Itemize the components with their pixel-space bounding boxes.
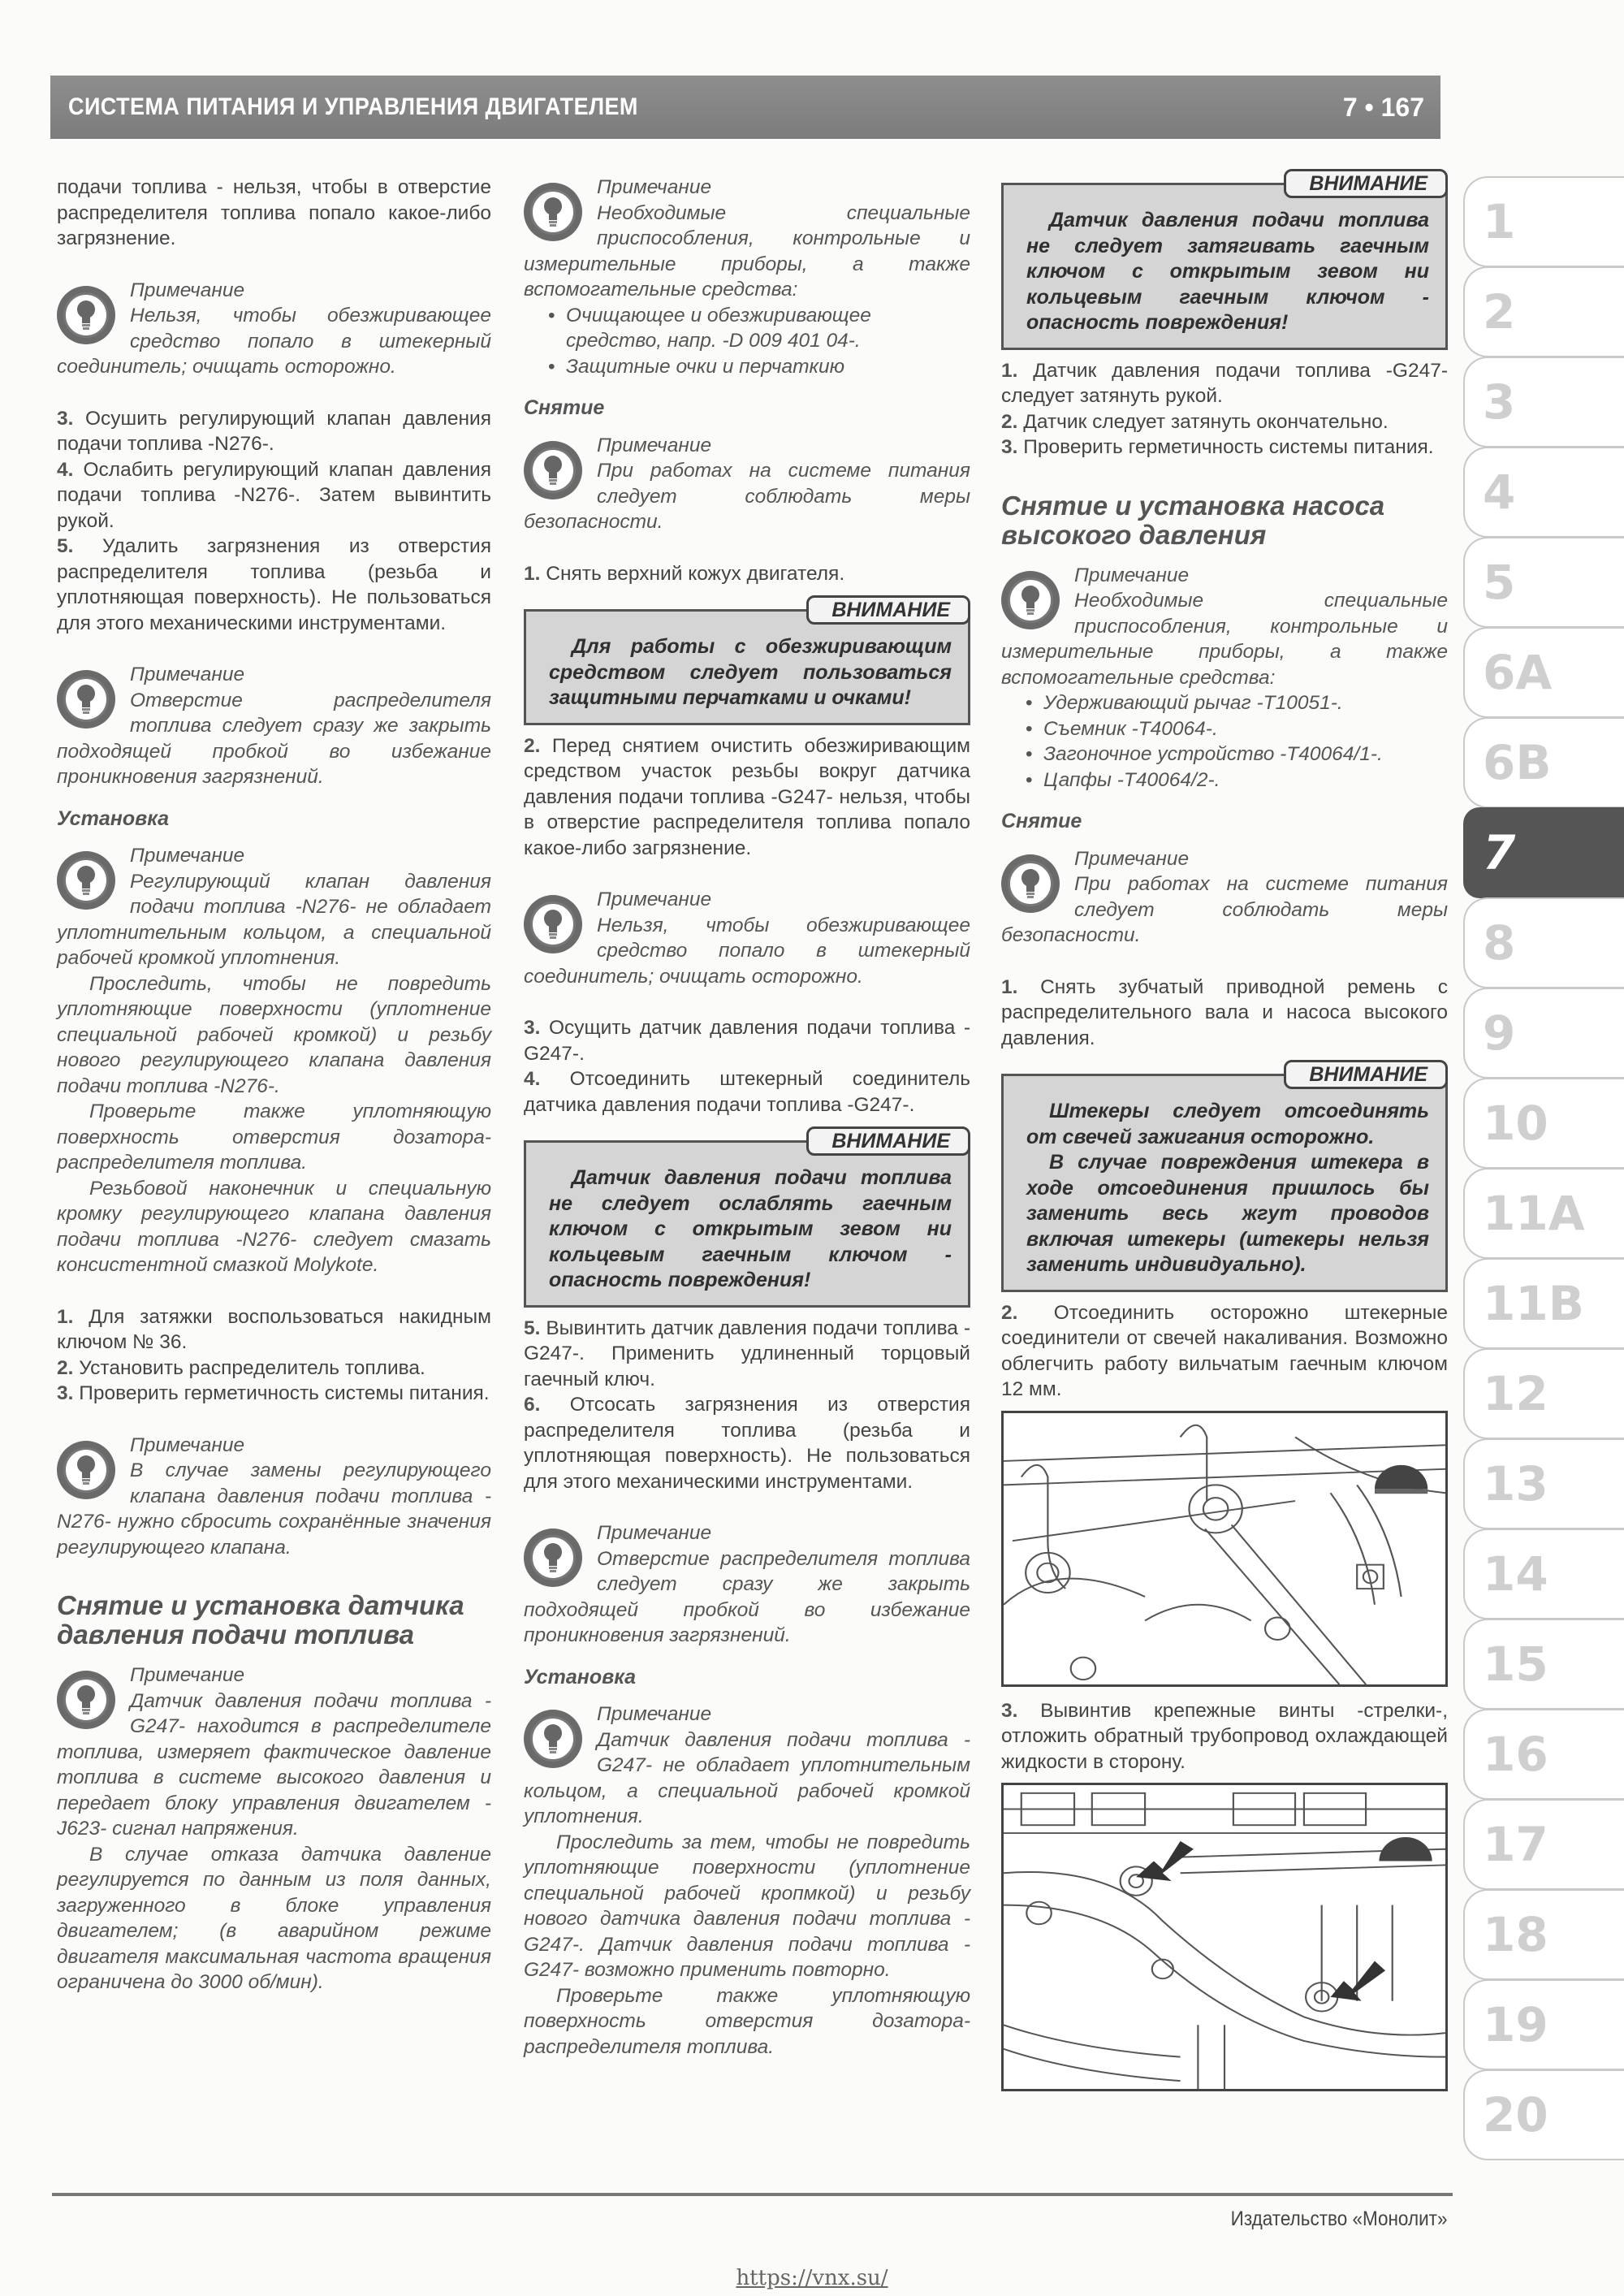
section-title: Снятие и установка насоса высокого давления xyxy=(1001,490,1385,550)
note-label: Примечание xyxy=(130,1433,245,1456)
list-item: • Удерживающий рычаг -Т10051-. xyxy=(1001,690,1448,716)
lightbulb-icon xyxy=(57,1671,115,1729)
warning-label: ВНИМАНИЕ xyxy=(1284,169,1448,198)
lightbulb-icon xyxy=(57,851,115,910)
note-block xyxy=(524,1520,970,1649)
lightbulb-icon xyxy=(524,1529,582,1587)
publisher-credit: Издательство «Монолит» xyxy=(1230,2207,1447,2230)
step: 1. Для затяжки воспользоваться накидным ключом № 36. xyxy=(57,1305,492,1353)
note-block xyxy=(524,433,970,535)
note-block xyxy=(524,887,970,989)
tool-list xyxy=(524,303,970,380)
step: 4. Отсоединить штекерный соединитель датчика давления подачи топлива -G247-. xyxy=(524,1068,970,1116)
chapter-title: СИСТЕМА ПИТАНИЯ И УПРАВЛЕНИЯ ДВИГАТЕЛЕМ xyxy=(68,93,638,120)
note-label: Примечание xyxy=(597,889,712,910)
lightbulb-icon xyxy=(57,286,115,344)
warning-box xyxy=(1001,172,1448,350)
step: 3. Проверить герметичность системы питания. xyxy=(1001,436,1434,458)
step: 4. Ослабить регулирующий клапан давления подачи топлива -N276-. Затем вывинтить рукой. xyxy=(57,458,491,532)
note-block xyxy=(1001,563,1448,793)
chapter-tab-6b[interactable]: 6B xyxy=(1463,717,1624,808)
chapter-tab-19[interactable]: 19 xyxy=(1463,1979,1624,2070)
chapter-tab-3[interactable]: 3 xyxy=(1463,357,1624,448)
chapter-tab-7[interactable]: 7 xyxy=(1463,807,1624,898)
warning-box xyxy=(524,599,970,725)
chapter-tabs xyxy=(1463,177,1624,2160)
note-block xyxy=(524,175,970,379)
warning-text: Штекеры следует отсоединять от свечей зажигания осторожно. xyxy=(1026,1100,1429,1148)
note-text: Регулирующий клапан давления подачи топлива -N276- не обладает уплотнительным кольцом, а специальной рабочей кромкой уплотнения. xyxy=(57,870,491,969)
step: 2. Установить распределитель топлива. xyxy=(57,1356,425,1379)
warning-text: Датчик давления подачи топлива не следует ослаблять гаечным ключом с открытым зевом ни кольцевым гаечным ключом - опасность повреждения! xyxy=(549,1166,952,1291)
warning-label: ВНИМАНИЕ xyxy=(806,1126,970,1156)
list-item: • Защитные очки и перчаткию xyxy=(524,354,970,380)
lightbulb-icon xyxy=(524,1710,582,1768)
step: 3. Проверить герметичность системы питания. xyxy=(57,1382,490,1404)
lightbulb-icon xyxy=(1001,571,1060,629)
note-text: В случае замены регулирующего клапана давления подачи топлива -N276- нужно сбросить сохранённые значения регулирующего клапана. xyxy=(57,1459,491,1559)
note-text: Проследить, чтобы не повредить уплотняющие поверхности (уплотнение специальной рабочей кромкой) и резьбу нового регулирующего клапана давления подачи топлива -N276-. xyxy=(57,972,491,1097)
lightbulb-icon xyxy=(524,895,582,953)
note-label: Примечание xyxy=(130,664,245,685)
page-number: 7 • 167 xyxy=(1342,92,1424,122)
lightbulb-icon xyxy=(524,441,582,499)
lightbulb-icon xyxy=(1001,854,1060,913)
note-label: Примечание xyxy=(597,434,712,456)
note-block xyxy=(524,1701,970,2060)
source-link[interactable]: https://vnx.su/ xyxy=(736,2266,888,2290)
note-block xyxy=(57,1433,491,1561)
note-text: Проверьте также уплотняющую поверхность отверстия дозатора-распределителя топлива. xyxy=(57,1100,491,1174)
step: 1. Снять зубчатый приводной ремень с распределительного вала и насоса высокого давления. xyxy=(1001,975,1448,1049)
subheading-removal: Снятие xyxy=(524,396,605,419)
step: 2. Перед снятием очистить обезжиривающим средством участок резьбы вокруг датчика давления подачи топлива -G247- нельзя, чтобы в отверстие распределителя топлива попало какое-либо загрязнение. xyxy=(524,734,970,859)
list-item: • Съемник -Т40064-. xyxy=(1001,716,1448,742)
note-text: Отверстие распределителя топлива следует сразу же закрыть подходящей пробкой во избежание проникновения загрязнений. xyxy=(57,689,491,788)
note-text: Необходимые специальные приспособления, контрольные и измерительные приборы, а также вспомогательные средства: xyxy=(524,201,970,301)
chapter-tab-14[interactable]: 14 xyxy=(1463,1529,1624,1619)
note-text: Резьбовой наконечник и специальную кромку регулирующего клапана давления подачи топлива -N276- следует смазать консистентной смазкой Molykote. xyxy=(57,1177,491,1276)
chapter-tab-4[interactable]: 4 xyxy=(1463,447,1624,538)
subheading-installation: Установка xyxy=(57,806,170,830)
note-block xyxy=(57,843,491,1278)
note-text: При работах на системе питания следует соблюдать меры безопасности. xyxy=(1001,873,1448,946)
running-header xyxy=(50,76,1440,139)
paragraph: подачи топлива - нельзя, чтобы в отверстие распределителя топлива попало какое-либо загрязнение. xyxy=(57,176,491,249)
note-label: Примечание xyxy=(1074,564,1190,586)
note-text: В случае отказа датчика давление регулируется по данным из поля данных, загруженного в блоке управления двигателем; (в аварийном режиме двигателя максимальная частота вращения ограничена до 3000 об/мин). xyxy=(57,1843,491,1993)
chapter-tab-11b[interactable]: 11B xyxy=(1463,1258,1624,1349)
chapter-tab-1[interactable]: 1 xyxy=(1463,176,1624,267)
chapter-tab-20[interactable]: 20 xyxy=(1463,2069,1624,2160)
footer-divider xyxy=(52,2193,1453,2196)
chapter-tab-6a[interactable]: 6A xyxy=(1463,627,1624,718)
note-block xyxy=(57,662,491,790)
step: 3. Вывинтив крепежные винты -стрелки-, отложить обратный трубопровод охлаждающей жидкости в сторону. xyxy=(1001,1699,1448,1773)
note-label: Примечание xyxy=(130,1664,245,1686)
warning-box xyxy=(524,1130,970,1308)
note-block xyxy=(57,278,491,380)
column-2 xyxy=(524,175,970,2060)
note-text: Нельзя, чтобы обезжиривающее средство попало в штекерный соединитель; очищать осторожно. xyxy=(57,305,491,378)
warning-text: В случае повреждения штекера в ходе отсоединения пришлось бы заменить весь жгут проводов включая штекеры (штекеры нельзя заменить индивидуально). xyxy=(1026,1151,1429,1276)
note-block xyxy=(1001,846,1448,949)
list-item: • Загоночное устройство -Т40064/1-. xyxy=(1001,742,1448,767)
note-label: Примечание xyxy=(597,1703,712,1725)
note-text: Нельзя, чтобы обезжиривающее средство попало в штекерный соединитель; очищать осторожно. xyxy=(524,914,970,988)
chapter-tab-16[interactable]: 16 xyxy=(1463,1709,1624,1800)
step: 5. Удалить загрязнения из отверстия распределителя топлива (резьба и уплотняющая поверхность). Не пользоваться для этого механическими инструментами. xyxy=(57,535,491,634)
lightbulb-icon xyxy=(57,670,115,729)
section-title: Снятие и установка датчика давления подачи топлива xyxy=(57,1590,464,1650)
chapter-tab-12[interactable]: 12 xyxy=(1463,1348,1624,1439)
warning-box xyxy=(1001,1063,1448,1292)
note-text: Необходимые специальные приспособления, контрольные и измерительные приборы, а также вспомогательные средства: xyxy=(1001,590,1448,689)
list-item: • Очищающее и обезжиривающее средство, напр. -D 009 401 04-. xyxy=(524,303,970,354)
step: 6. Отсосать загрязнения из отверстия распределителя топлива (резьба и уплотняющая поверхность). Не пользоваться для этого механическими инструментами. xyxy=(524,1394,970,1493)
column-1 xyxy=(57,175,491,1995)
engine-illustration-arrows xyxy=(1001,1783,1448,2091)
note-text: Проверьте также уплотняющую поверхность отверстия дозатора-распределителя топлива. xyxy=(524,1984,970,2058)
lightbulb-icon xyxy=(524,183,582,241)
chapter-tab-8[interactable]: 8 xyxy=(1463,897,1624,988)
note-text: Датчик давления подачи топлива -G247- находится в распределителе топлива, измеряет фактическое давление топлива в системе высокого давления и передает блоку управления двигателем -J623- сигнал напряжения. xyxy=(57,1689,491,1840)
note-label: Примечание xyxy=(597,176,712,198)
note-text: При работах на системе питания следует соблюдать меры безопасности. xyxy=(524,460,970,533)
chapter-tab-15[interactable]: 15 xyxy=(1463,1619,1624,1710)
note-label: Примечание xyxy=(597,1522,712,1544)
note-text: Отверстие распределителя топлива следует сразу же закрыть подходящей пробкой во избежание проникновения загрязнений. xyxy=(524,1547,970,1646)
note-text: Проследить за тем, чтобы не повредить уплотняющие поверхности (уплотнение специальной рабочей кропмкой) и резьбу нового датчика давления подачи топлива -G247-. Датчик давления подачи топлива -G247- возможно применить повторно. xyxy=(524,1831,970,1981)
subheading-removal: Снятие xyxy=(1001,810,1082,832)
warning-label: ВНИМАНИЕ xyxy=(1284,1060,1448,1089)
step: 3. Осущить датчик давления подачи топлива -G247-. xyxy=(524,1017,970,1065)
chapter-tab-11a[interactable]: 11A xyxy=(1463,1168,1624,1259)
chapter-tab-13[interactable]: 13 xyxy=(1463,1438,1624,1529)
column-3 xyxy=(1001,172,1449,2103)
list-item: • Цапфы -Т40064/2-. xyxy=(1001,767,1448,793)
lightbulb-icon xyxy=(57,1441,115,1499)
tool-list xyxy=(1001,690,1448,793)
warning-label: ВНИМАНИЕ xyxy=(806,595,970,625)
step: 3. Осушить регулирующий клапан давления подачи топлива -N276-. xyxy=(57,407,491,455)
step: 1. Снять верхний кожух двигателя. xyxy=(524,562,845,585)
chapter-tab-9[interactable]: 9 xyxy=(1463,988,1624,1079)
engine-illustration-wrench xyxy=(1001,1411,1448,1687)
note-label: Примечание xyxy=(130,845,245,867)
note-label: Примечание xyxy=(1074,847,1190,870)
chapter-tab-17[interactable]: 17 xyxy=(1463,1799,1624,1890)
subheading-installation: Установка xyxy=(524,1665,637,1688)
note-label: Примечание xyxy=(130,279,245,301)
warning-text: Для работы с обезжиривающим средством следует пользоваться защитными перчатками и очками! xyxy=(549,635,952,709)
chapter-tab-10[interactable]: 10 xyxy=(1463,1078,1624,1169)
step: 2. Отсоединить осторожно штекерные соединители от свечей накаливания. Возможно облегчить работу вильчатым гаечным ключом 12 мм. xyxy=(1001,1301,1448,1400)
step: 1. Датчик давления подачи топлива -G247- следует затянуть рукой. xyxy=(1001,359,1449,407)
note-text: Датчик давления подачи топлива -G247- не обладает уплотнительным кольцом, а специальной рабочей кромкой уплотнения. xyxy=(524,1728,970,1827)
step: 5. Вывинтить датчик давления подачи топлива -G247-. Применить удлиненный торцовый гаечный ключ. xyxy=(524,1317,970,1390)
warning-text: Датчик давления подачи топлива не следует затягивать гаечным ключом с открытым зевом ни кольцевым гаечным ключом - опасность повреждения! xyxy=(1026,209,1429,334)
chapter-tab-5[interactable]: 5 xyxy=(1463,537,1624,628)
note-block xyxy=(57,1663,491,1995)
step: 2. Датчик следует затянуть окончательно. xyxy=(1001,410,1389,433)
chapter-tab-2[interactable]: 2 xyxy=(1463,266,1624,357)
chapter-tab-18[interactable]: 18 xyxy=(1463,1889,1624,1980)
